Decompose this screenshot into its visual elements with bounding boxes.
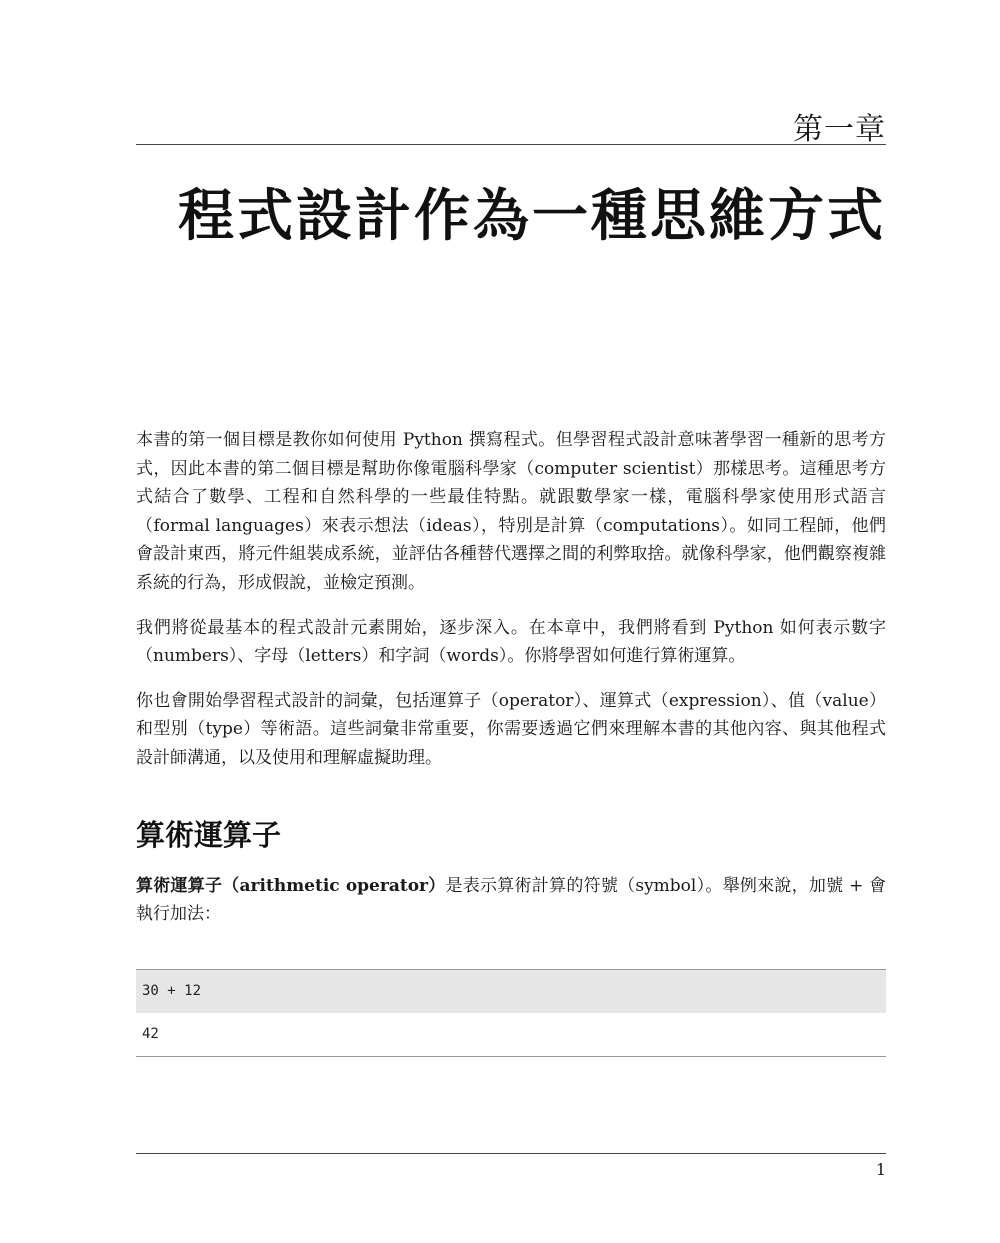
paragraph-intro: 本書的第一個目標是教你如何使用 Python 撰寫程式。但學習程式設計意味著學習一種新的思考方式，因此本書的第二個目標是幫助你像電腦科學家（computer scientist）那樣思考。這種思考方式結合了數學、工程和自然科學的一些最佳特點。就跟數學家一樣，電腦科學家使用形式語言（formal languages）來表示想法（ideas），特別是計算（computations）。如同工程師，他們會設計東西，將元件組裝成系統，並評估各種替代選擇之間的利弊取捨。就像科學家，他們觀察複雜系統的行為，形成假說，並檢定預測。 — [136, 430, 886, 593]
paragraph-arithmetic-operator — [136, 872, 886, 929]
code-example — [136, 969, 886, 1057]
arithmetic-operator-definition: 是表示算術計算的符號（symbol）。舉例來說，加號 + 會執行加法： — [136, 875, 886, 925]
code-output: 42 — [136, 1013, 886, 1056]
term-arithmetic-operator: 算術運算子（arithmetic operator） — [136, 875, 446, 896]
footer-divider — [136, 1153, 886, 1154]
body-text — [136, 426, 886, 945]
section-heading: 算術運算子 — [136, 817, 282, 852]
paragraph-vocabulary: 你也會開始學習程式設計的詞彙，包括運算子（operator）、運算式（expression）、值（value）和型別（type）等術語。這些詞彙非常重要，你需要透過它們來理解本書的其他內容、與其他程式設計師溝通，以及使用和理解虛擬助理。 — [136, 690, 886, 768]
page-number: 1 — [875, 1160, 886, 1179]
paragraph-elements: 我們將從最基本的程式設計元素開始，逐步深入。在本章中，我們將看到 Python 如何表示數字（numbers）、字母（letters）和字詞（words）。你將學習如何進行算術運算。 — [136, 617, 886, 667]
chapter-title: 程式設計作為一種思維方式 — [178, 184, 886, 249]
chapter-label: 第一章 — [793, 112, 886, 147]
chapter-divider — [136, 144, 886, 145]
code-input: 30 + 12 — [136, 970, 886, 1013]
